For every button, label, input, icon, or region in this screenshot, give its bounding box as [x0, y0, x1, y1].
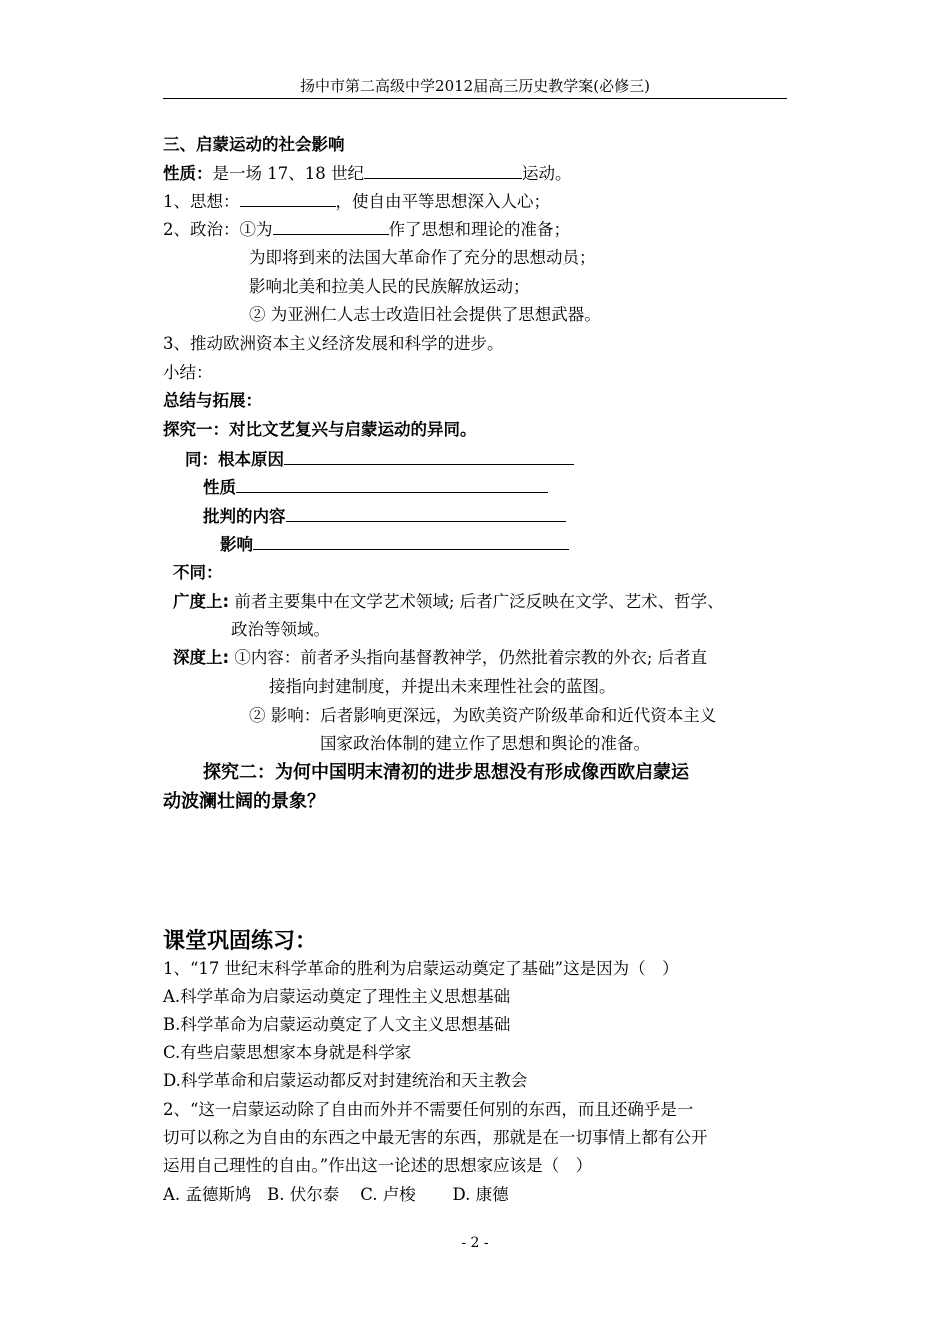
depth-label: 深度上:: [173, 648, 230, 667]
politics-line4: ② 为亚洲仁人志士改造旧社会提供了思想武器。: [249, 305, 601, 324]
q2-line2: 切可以称之为自由的东西之中最无害的东西，那就是在一切事情上都有公开: [163, 1128, 708, 1147]
depth-line3: ② 影响：后者影响更深远，为欧美资产阶级革命和近代资本主义: [249, 706, 717, 725]
depth-line1: [173, 646, 707, 670]
header-rule: [163, 98, 787, 99]
same-impact-blank: [253, 532, 569, 550]
q1-option-b: B.科学革命为启蒙运动奠定了人文主义思想基础: [163, 1015, 511, 1034]
q1-stem: 1、“17 世纪末科学革命的胜利为启蒙运动奠定了基础”这是因为（ ）: [163, 959, 679, 978]
same-nature-line: [203, 475, 548, 500]
nature-pre: 是一场 17、18 世纪: [212, 164, 364, 183]
q2-line3: 运用自己理性的自由。”作出这一论述的思想家应该是（ ）: [163, 1156, 593, 1175]
q1-option-a: A.科学革命为启蒙运动奠定了理性主义思想基础: [163, 987, 511, 1006]
diff-label: 不同：: [173, 563, 223, 582]
thought-pre: 1、思想：: [163, 192, 240, 211]
thought-blank: [240, 189, 336, 207]
politics-line: [163, 217, 570, 242]
q2-options: A. 孟德斯鸠 B. 伏尔泰 C. 卢梭 D. 康德: [163, 1185, 509, 1204]
q1-option-d: D.科学革命和启蒙运动都反对封建统治和天主教会: [163, 1071, 528, 1090]
breadth-line1: [173, 590, 724, 614]
thought-post: ，使自由平等思想深入人心；: [335, 192, 550, 211]
depth-line4: 国家政治体制的建立作了思想和舆论的准备。: [320, 734, 650, 753]
same-impact-label: 影响: [220, 535, 253, 554]
depth-text1: ①内容：前者矛头指向基督教神学，仍然批着宗教的外衣; 后者直: [229, 648, 708, 667]
politics-post: 作了思想和理论的准备；: [388, 220, 570, 239]
summary-label: 小结：: [163, 363, 213, 382]
politics-line2: 为即将到来的法国大革命作了充分的思想动员；: [249, 248, 596, 267]
same-critique-blank: [286, 504, 566, 522]
breadth-line2: 政治等领域。: [231, 620, 330, 639]
economy-line: 3、推动欧洲资本主义经济发展和科学的进步。: [163, 334, 504, 353]
politics-blank: [273, 217, 389, 235]
extension-title: 总结与拓展：: [163, 391, 262, 410]
same-root-line: [185, 447, 574, 472]
same-root-label: 同：根本原因: [185, 450, 284, 469]
nature-label: 性质：: [163, 164, 213, 183]
nature-line: [163, 161, 571, 186]
page-header: 扬中市第二高级中学2012届高三历史教学案(必修三): [300, 77, 650, 95]
breadth-text1: 前者主要集中在文学艺术领域; 后者广泛反映在文学、艺术、哲学、: [229, 592, 724, 611]
nature-blank: [364, 161, 522, 179]
politics-pre: 2、政治：①为: [163, 220, 273, 239]
page-number: - 2 -: [461, 1235, 489, 1251]
thought-line: [163, 189, 550, 214]
section3-title: 三、启蒙运动的社会影响: [163, 135, 345, 154]
inquiry2-line1: 探究二：为何中国明末清初的进步思想没有形成像西欧启蒙运: [203, 762, 689, 783]
breadth-label: 广度上:: [173, 592, 230, 611]
nature-post: 运动。: [521, 164, 572, 183]
same-critique-line: [203, 504, 566, 529]
inquiry2-line2: 动波澜壮阔的景象？: [163, 791, 325, 812]
depth-line2: 接指向封建制度，并提出未来理性社会的蓝图。: [269, 677, 616, 696]
same-nature-label: 性质: [203, 478, 236, 497]
same-root-blank: [284, 447, 574, 465]
same-critique-label: 批判的内容: [203, 507, 286, 526]
q2-line1: 2、“这一启蒙运动除了自由而外并不需要任何别的东西，而且还确乎是一: [163, 1100, 694, 1119]
politics-line3: 影响北美和拉美人民的民族解放运动；: [249, 277, 530, 296]
same-nature-blank: [236, 475, 548, 493]
inquiry1-title: 探究一：对比文艺复兴与启蒙运动的异同。: [163, 420, 477, 439]
practice-title: 课堂巩固练习：: [163, 929, 318, 954]
q1-option-c: C.有些启蒙思想家本身就是科学家: [163, 1043, 412, 1062]
same-impact-line: [220, 532, 569, 557]
